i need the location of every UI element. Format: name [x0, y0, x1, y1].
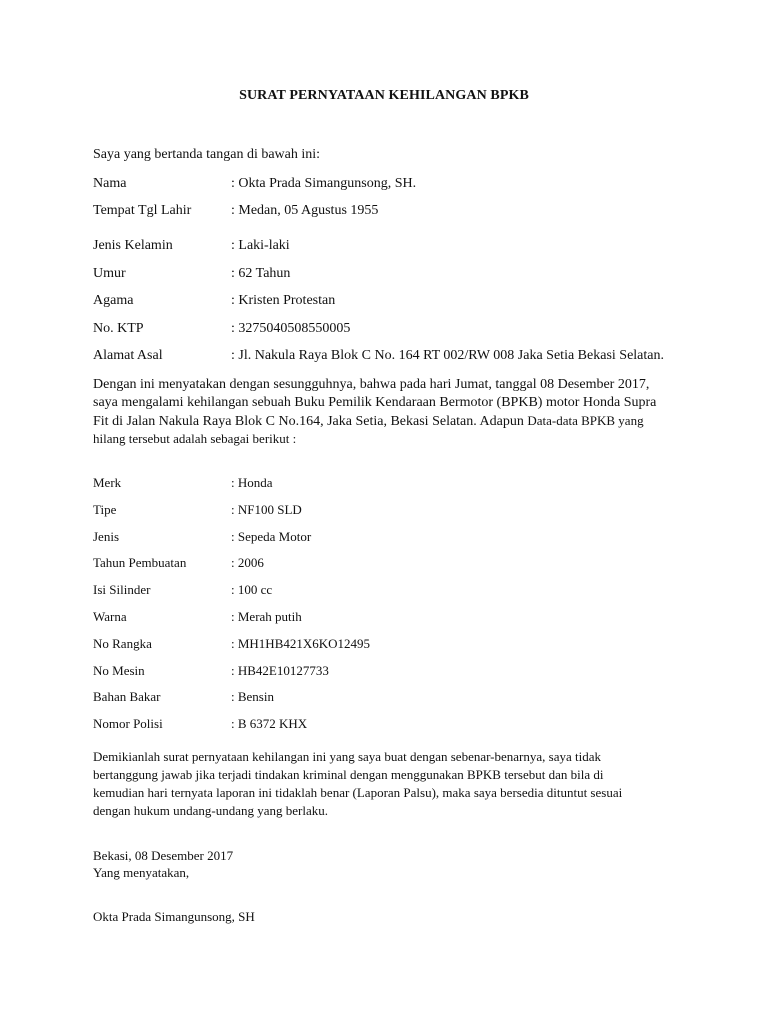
field-label: Umur: [93, 266, 126, 281]
vehicle-row-brand: [0, 475, 768, 491]
statement-line-3-text: Fit di Jalan Nakula Raya Blok C No.164, Jaka Setia, Bekasi Selatan. Adapun: [93, 414, 528, 429]
vehicle-row-color: [0, 609, 768, 625]
identity-row-ktp: [0, 320, 768, 338]
field-label: Jenis: [93, 529, 119, 544]
field-value: : Medan, 05 Agustus 1955: [231, 203, 379, 218]
place-date: Bekasi, 08 Desember 2017: [93, 848, 234, 863]
field-label: Isi Silinder: [93, 582, 151, 597]
field-value: : Sepeda Motor: [231, 529, 312, 544]
vehicle-row-year: [0, 555, 768, 571]
vehicle-row-plate: [0, 716, 768, 732]
identity-row-age: [0, 265, 768, 283]
vehicle-row-kind: [0, 529, 768, 545]
field-value: : 100 cc: [231, 582, 273, 597]
vehicle-row-type: [0, 502, 768, 518]
document-title: SURAT PERNYATAAN KEHILANGAN BPKB: [239, 88, 529, 103]
declarant-label: Yang menyatakan,: [93, 865, 190, 880]
identity-row-address: [0, 347, 768, 365]
field-value: : B 6372 KHX: [231, 716, 308, 731]
field-value: : Merah putih: [231, 609, 302, 624]
identity-row-religion: [0, 292, 768, 310]
field-label: Jenis Kelamin: [93, 238, 173, 253]
field-label: Agama: [93, 293, 134, 308]
intro-text: Saya yang bertanda tangan di bawah ini:: [93, 147, 321, 162]
field-label: Tempat Tgl Lahir: [93, 203, 192, 218]
closing-line-2: bertanggung jawab jika terjadi tindakan kriminal dengan menggunakan BPKB tersebut dan bila di: [93, 767, 604, 782]
signatory-name: Okta Prada Simangunsong, SH: [93, 909, 255, 924]
field-label: Alamat Asal: [93, 348, 163, 363]
closing-line-1: Demikianlah surat pernyataan kehilangan ini yang saya buat dengan sebenar-benarnya, saya tidak: [93, 749, 601, 764]
field-value: : Okta Prada Simangunsong, SH.: [231, 176, 417, 191]
field-label: Tipe: [93, 502, 117, 517]
field-label: No Mesin: [93, 663, 145, 678]
field-label: Warna: [93, 609, 127, 624]
vehicle-row-engine: [0, 663, 768, 679]
vehicle-row-cylinder: [0, 582, 768, 598]
statement-line-1: Dengan ini menyatakan dengan sesungguhnya, bahwa pada hari Jumat, tanggal 08 Desember 2017,: [93, 377, 650, 392]
identity-row-birth: [0, 202, 768, 220]
field-label: Merk: [93, 475, 122, 490]
field-value: : Honda: [231, 475, 273, 490]
field-value: : MH1HB421X6KO12495: [231, 636, 371, 651]
identity-row-gender: [0, 237, 768, 255]
statement-line-3: [93, 412, 644, 431]
field-label: No. KTP: [93, 321, 144, 336]
field-value: : 2006: [231, 555, 264, 570]
field-label: No Rangka: [93, 636, 152, 651]
field-value: : NF100 SLD: [231, 502, 302, 517]
field-value: : 3275040508550005: [231, 321, 351, 336]
field-value: : 62 Tahun: [231, 266, 291, 281]
field-value: : HB42E10127733: [231, 663, 329, 678]
field-label: Nomor Polisi: [93, 716, 163, 731]
field-value: : Kristen Protestan: [231, 293, 336, 308]
vehicle-row-fuel: [0, 689, 768, 705]
field-value: : Bensin: [231, 689, 274, 704]
field-value: : Jl. Nakula Raya Blok C No. 164 RT 002/RW 008 Jaka Setia Bekasi Selatan.: [231, 348, 664, 363]
field-label: Tahun Pembuatan: [93, 555, 187, 570]
statement-line-2: saya mengalami kehilangan sebuah Buku Pemilik Kendaraan Bermotor (BPKB) motor Honda Supra: [93, 395, 657, 410]
identity-row-name: [0, 175, 768, 193]
field-label: Nama: [93, 176, 127, 191]
statement-line-3-tail: Data-data BPKB yang: [527, 413, 644, 428]
closing-line-3: kemudian hari ternyata laporan ini tidaklah benar (Laporan Palsu), maka saya bersedia dituntut sesuai: [93, 785, 623, 800]
statement-line-4: hilang tersebut adalah sebagai berikut :: [93, 431, 297, 446]
vehicle-row-chassis: [0, 636, 768, 652]
closing-line-4: dengan hukum undang-undang yang berlaku.: [93, 803, 329, 818]
field-label: Bahan Bakar: [93, 689, 161, 704]
field-value: : Laki-laki: [231, 238, 290, 253]
